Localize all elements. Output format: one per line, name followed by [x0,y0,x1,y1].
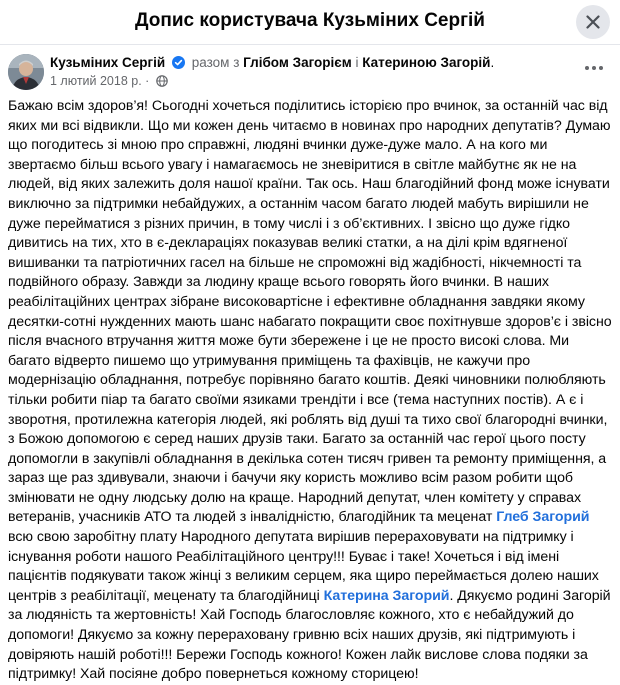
verified-badge-icon [172,56,185,72]
post-text-part-2: всю свою заробітну плату Народного депутата вирішив перераховувати на підтримку і існування роботи нашого Реабілітаційного центру!!! Буває і таке! Хочеться і від імені пацієнтів подякувати також жінці з великим серцем, яка щиро переймається долею наших центрів з реабілітації, меценату та благодійниці [8,529,599,604]
tagged-person-2[interactable]: Катериною Загорій [362,55,491,70]
post-paragraph [8,97,612,685]
post-date[interactable]: 1 лютий 2018 р. · [50,74,150,88]
post-text-part-1: Бажаю всім здоров’я! Сьогодні хочеться поділитись історією про вчинок, за останній час від яких ми всі відвикли. Що ми кожен день читаємо в новинах про народних депутатів? Думаю що погодитесь зі мною про справжні, людяні вчинки дуже-дуже мало. А на кого ми звертаємо більш всього увагу і намагаємось не зневiритися в світле майбутнє як не на людей, від яких залежить доля нашої країни. Так ось. Наш благодійний фонд може існувати виключно за підтримки небайдужих, а останнім часом багато людей мабуть вирішили не дуже перейматися з різних причин, в тому числі і з об’єктивних. І звісно що дуже гідко дивитись на тих, хто в є-деклараціях показував великі статки, а на ділі крім вдягненої вишиванки та патріотичних гасел на більше не спроможні від жадібності, нікчемності та подвійного образу. Завжди за людину краще всього говорять його вчинки. В наших реабілітаційних центрах зібране високовартісне і ефективне обладнання завдяки якому десятки-сотні нужденних мають шанс набагато покращити своє похітнувше здоров’є і звісно після вчасного втручання життя може бути збережене і це не просто високі слова. Ми багато відверто пишемо що утримування приміщень та фахівців, не кажучи про модернізацію обладнання, потребує порівняно багато коштів. Деякі чиновники полюбляють тільки робити піар та багато своїми язиками трендіти і все (тема наступних постів). А є і зворотня, протилежна категорія людей, які роблять від душі та тихо свої благородні вчинки, з Божою допомогою є серед наших друзів таки. Багато за останній час герої цього посту допомогли в закупівлі обладнання в декілька сотен тисяч гривен та ремонту приміщення, а зараз ще раз здивували, знаючи і бачучи яку користь можливо всім разом робити щоб змінювати не одну людську долю на краще. Народний депутат, член комітету у справах ветеранів, учасників АТО та людей з інвалідністю, благодійник та меценат [8,98,612,526]
mention-link-2[interactable]: Катерина Загорий [323,587,450,604]
more-options-icon [584,65,604,71]
dialog-header [0,0,620,45]
avatar[interactable] [8,54,44,90]
tagged-person-1[interactable]: Глібом Загорієм [243,55,352,70]
attribution-period: . [490,55,495,70]
more-options-button[interactable] [580,58,608,78]
post-text-part-3: . Дякуємо родині Загорій за людяність та жертовність! Хай Господь благословляє кожного, хто є небайдужий до допомоги! Дякуємо за кожну перераховану гривню всіх наших друзів, які підтримують і довіряють нашій роботі!!! Бережи Господь кожного! Кожен лайк вислове слова подяки за підтримку! Хай посіяне добро повернеться кожному сторицею! [8,587,611,683]
post-attribution [50,55,494,72]
author-name[interactable]: Кузьміних Сергій [50,55,166,70]
dialog-title: Допис користувача Кузьміних Сергій [135,10,485,31]
and-text: і [355,55,359,70]
post-header [0,52,620,92]
post-meta [50,74,168,90]
post-text [8,97,612,685]
with-text: разом з [191,55,240,70]
close-icon [586,15,600,29]
close-button[interactable] [576,5,610,39]
globe-icon [156,75,168,90]
mention-link-1[interactable]: Глеб Загорий [496,509,590,526]
